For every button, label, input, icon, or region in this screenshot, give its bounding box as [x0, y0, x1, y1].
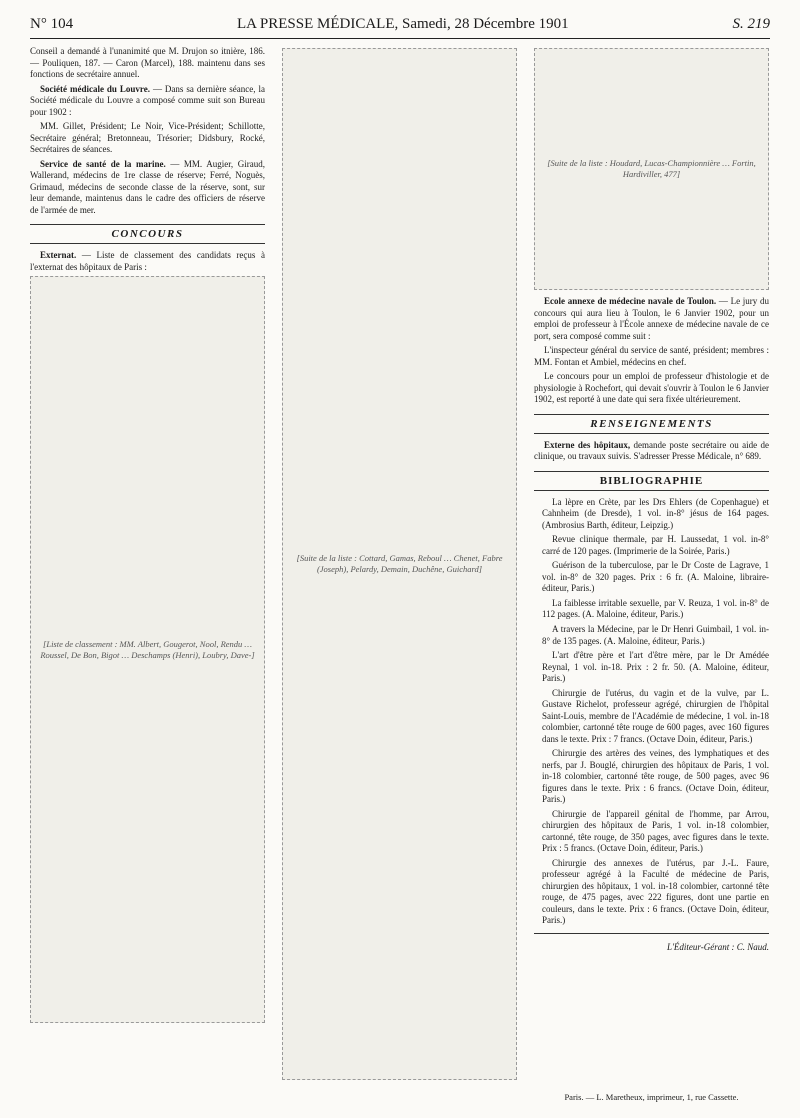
- candidate-list-placeholder: [Suite de la liste : Houdard, Lucas-Championnière … Fortin, Hardiviller, 477]: [534, 48, 769, 290]
- louvre-text: — Dans sa dernière séance, la Société médicale du Louvre a composé comme suit son Bureau pour 1902 :: [30, 83, 265, 117]
- externe-text: demande poste secrétaire ou aide de clinique, ou travaux suivis. S'adresser Presse Médicale, n° 689.: [534, 439, 769, 462]
- column-middle: [282, 46, 517, 1086]
- louvre-paragraph: [30, 84, 265, 119]
- louvre-heading: Société médicale du Louvre.: [40, 83, 150, 94]
- toulon-paragraph: [534, 296, 769, 342]
- divider: [534, 933, 769, 934]
- toulon-jury: L'inspecteur général du service de santé, président; membres : MM. Fontan et Ambiel, médecins en chef.: [534, 345, 769, 367]
- bib-entry: Chirurgie des artères des veines, des lymphatiques et des nerfs, par J. Bouglé, chirurgien des hôpitaux de Paris, 1 vol. in-18 colombier, cartonné tête rouge, de 500 pages, avec 96 figures dans le texte. Prix : 6 francs. (Octave Doin, éditeur, Paris.): [542, 748, 769, 805]
- bibliographie-heading: BIBLIOGRAPHIE: [534, 471, 769, 491]
- bib-entry: L'art d'être père et l'art d'être mère, par le Dr Amédée Reynal, 1 vol. in-18. Prix : 2 fr. 50. (A. Maloine, éditeur, Paris.): [542, 650, 769, 684]
- marine-heading: Service de santé de la marine.: [40, 158, 166, 169]
- printer-imprint: Paris. — L. Maretheux, imprimeur, 1, rue Cassette.: [564, 1092, 739, 1102]
- page-folio: S. 219: [732, 15, 770, 32]
- issue-number: N° 104: [30, 15, 74, 32]
- bib-entry: Revue clinique thermale, par H. Laussedat, 1 vol. in-8° carré de 120 pages. (Imprimerie de la Soirée, Paris.): [542, 534, 769, 556]
- editor-signature: L'Éditeur-Gérant : C. Naud.: [667, 941, 769, 952]
- externat-text: — Liste de classement des candidats reçus à l'externat des hôpitaux de Paris :: [30, 250, 265, 272]
- column-right: [534, 46, 769, 1086]
- bib-entry: Chirurgie de l'appareil génital de l'homme, par Arrou, chirurgien des hôpitaux de Paris, 1 vol. in-18 colombier, cartonné, tête rouge, de 350 pages, avec figures dans le texte. Prix : 5 francs. (Octave Doin, éditeur, Paris.): [542, 808, 769, 854]
- toulon-text: — Le jury du concours qui aura lieu à Toulon, le 6 Janvier 1902, pour un emploi de professeur à l'École annexe de médecine navale de ce port, sera composé comme suit :: [534, 296, 769, 341]
- externe-heading: Externe des hôpitaux,: [544, 439, 631, 450]
- marine-paragraph: [30, 159, 265, 217]
- bib-entry: La lèpre en Crète, par les Drs Ehlers (de Copenhague) et Cahnheim (de Dresde), 1 vol. in-8° jésus de 164 pages. (Ambrosius Barth, éditeur, Leipzig.): [542, 496, 769, 530]
- rochefort-paragraph: Le concours pour un emploi de professeur d'histologie et de physiologie à Rochefort, qui devait s'ouvrir à Toulon le 6 Janvier 1902, est reporté à une date qui sera fixée ultérieurement.: [534, 371, 769, 405]
- marine-text: — MM. Augier, Giraud, Wallerand, médecins de 1re classe de réserve; Ferré, Noguès, Grimaud, médecins de seconde classe de la réserve, sont, sur leur demande, maintenus dans le cadre des officiers de réserve de l'armée de mer.: [30, 158, 265, 215]
- bib-entry: La faiblesse irritable sexuelle, par V. Reuza, 1 vol. in-8° de 112 pages. (A. Maloine, éditeur, Paris.): [542, 597, 769, 620]
- externat-paragraph: [30, 250, 265, 273]
- candidate-list-placeholder: [Suite de la liste : Cottard, Gamas, Reboul … Chenet, Fabre (Joseph), Pelardy, Demain, Duchêne, Guichard]: [282, 48, 517, 1080]
- louvre-bureau: MM. Gillet, Président; Le Noir, Vice-Président; Schillotte, Secrétaire général; Bretonneau, Trésorier; Didsbury, Rocké, Secrétaires de séances.: [30, 121, 265, 155]
- bib-entry: Chirurgie des annexes de l'utérus, par J.-L. Faure, professeur agrégé à la Faculté de médecine de Paris, chirurgien des hôpitaux, 1 vol. in-18 colombier, cartonné tête rouge, de 475 pages, avec 222 figures, dont une partie en couleurs, dans le texte. Prix : 6 francs. (Octave Doin, éditeur, Paris.): [542, 857, 769, 926]
- concours-heading: CONCOURS: [30, 224, 265, 244]
- bib-entry: A travers la Médecine, par le Dr Henri Guimbail, 1 vol. in-8° de 135 pages. (A. Maloine, éditeur, Paris.): [542, 623, 769, 646]
- externe-paragraph: [534, 440, 769, 463]
- toulon-heading: Ecole annexe de médecine navale de Toulon.: [544, 296, 717, 306]
- intro-paragraph: Conseil a demandé à l'unanimité que M. Drujon so itnière, 186. — Pouliquen, 187. — Caron (Marcel), 188. maintenu dans ses fonctions de secrétaire annuel.: [30, 46, 265, 80]
- externat-heading: Externat.: [40, 250, 77, 261]
- page-header: [30, 10, 770, 39]
- bib-entry: Guérison de la tuberculose, par le Dr Coste de Lagrave, 1 vol. in-8° de 320 pages. Prix : 6 fr. (A. Maloine, libraire-éditeur, Paris.): [542, 560, 769, 594]
- journal-title: LA PRESSE MÉDICALE, Samedi, 28 Décembre 1901: [236, 15, 569, 32]
- bib-entry: Chirurgie de l'utérus, du vagin et de la vulve, par L. Gustave Richelot, professeur agrégé, chirurgien de l'hôpital Saint-Louis, membre de l'Académie de médecine, 1 vol. in-18 colombier, cartonné tête rouge de 600 pages, avec 160 figures dans le texte. Prix : 7 francs. (Octave Doin, éditeur, Paris.): [542, 687, 769, 744]
- column-left: [30, 46, 265, 1086]
- renseignements-heading: RENSEIGNEMENTS: [534, 414, 769, 434]
- candidate-list-placeholder: [Liste de classement : MM. Albert, Gougerot, Nool, Rendu … Roussel, De Bon, Bigot … Deschamps (Henri), Loubry, Dave-]: [30, 276, 265, 1023]
